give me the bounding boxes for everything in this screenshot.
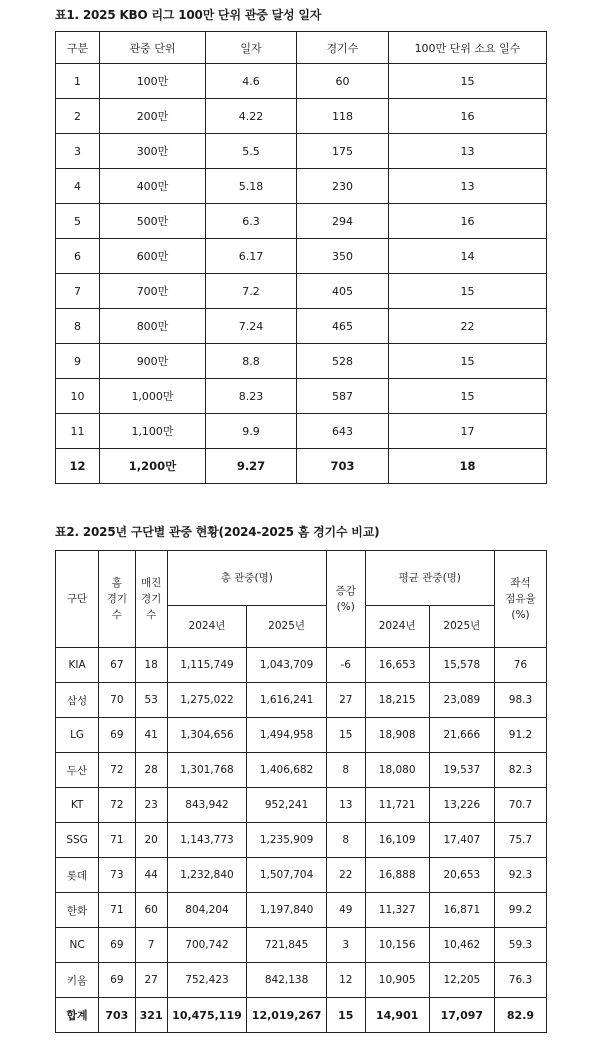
table-cell: 1,115,749 xyxy=(167,648,247,683)
table-cell: 400만 xyxy=(100,169,206,204)
table-cell: 44 xyxy=(135,858,167,893)
table-cell: 1 xyxy=(56,64,100,99)
col-header-division: 구분 xyxy=(56,32,100,64)
table-cell: 53 xyxy=(135,683,167,718)
table-row xyxy=(56,893,547,928)
table-cell: 700만 xyxy=(100,274,206,309)
table-cell: 삼성 xyxy=(56,683,99,718)
table-cell: 16,653 xyxy=(365,648,429,683)
table-cell: 5.18 xyxy=(206,169,297,204)
table-row xyxy=(56,788,547,823)
table-cell: NC xyxy=(56,928,99,963)
table-cell: 71 xyxy=(99,893,135,928)
table-cell: 600만 xyxy=(100,239,206,274)
table-row-total xyxy=(56,449,547,484)
table-cell: 60 xyxy=(135,893,167,928)
table-cell: 843,942 xyxy=(167,788,247,823)
table-cell: 12 xyxy=(326,963,365,998)
table-cell: 7.2 xyxy=(206,274,297,309)
table-cell: 15 xyxy=(326,998,365,1033)
col-header-total-2025: 2025년 xyxy=(247,606,327,648)
table-cell: 300만 xyxy=(100,134,206,169)
table-cell: 175 xyxy=(297,134,389,169)
col-header-occupancy xyxy=(494,551,546,648)
header-line: (%) xyxy=(336,601,355,613)
table-row xyxy=(56,928,547,963)
table-cell: LG xyxy=(56,718,99,753)
table-cell: 587 xyxy=(297,379,389,414)
table2-title: 표2. 2025년 구단별 관중 현황(2024-2025 홈 경기수 비교) xyxy=(55,525,380,539)
table-cell: 1,304,656 xyxy=(167,718,247,753)
table-cell: 752,423 xyxy=(167,963,247,998)
table-row xyxy=(56,64,547,99)
col-header-home-games xyxy=(99,551,135,648)
table-cell: 15,578 xyxy=(429,648,494,683)
table-cell: 한화 xyxy=(56,893,99,928)
table-cell: 294 xyxy=(297,204,389,239)
table-row xyxy=(56,379,547,414)
table-cell: 5 xyxy=(56,204,100,239)
table-cell: 6.3 xyxy=(206,204,297,239)
table-cell: 18 xyxy=(389,449,547,484)
col-header-date: 일자 xyxy=(206,32,297,64)
table-cell: SSG xyxy=(56,823,99,858)
table-cell: 13,226 xyxy=(429,788,494,823)
table2-header-row xyxy=(56,551,547,606)
table-cell: -6 xyxy=(326,648,365,683)
table-cell: 69 xyxy=(99,718,135,753)
table-cell: 8.23 xyxy=(206,379,297,414)
table-row xyxy=(56,648,547,683)
table-cell: 10,462 xyxy=(429,928,494,963)
table-cell: 703 xyxy=(99,998,135,1033)
table-row xyxy=(56,753,547,788)
table-cell: 71 xyxy=(99,823,135,858)
table-cell: 6.17 xyxy=(206,239,297,274)
table-cell: 67 xyxy=(99,648,135,683)
milestone-table xyxy=(55,31,547,484)
table-cell: 99.2 xyxy=(494,893,546,928)
table-cell: 70 xyxy=(99,683,135,718)
table-cell: 9.9 xyxy=(206,414,297,449)
table-row xyxy=(56,344,547,379)
table-cell: 13 xyxy=(389,134,547,169)
table-cell: 롯데 xyxy=(56,858,99,893)
table-cell: 7 xyxy=(135,928,167,963)
table-cell: 8.8 xyxy=(206,344,297,379)
table-cell: 73 xyxy=(99,858,135,893)
table-cell: 7 xyxy=(56,274,100,309)
header-line: 수 xyxy=(146,609,157,622)
header-line: 좌석 xyxy=(510,576,531,589)
table-cell: 76 xyxy=(494,648,546,683)
table-cell: 13 xyxy=(326,788,365,823)
table-cell: 1,301,768 xyxy=(167,753,247,788)
table-cell: 82.9 xyxy=(494,998,546,1033)
table-cell: 92.3 xyxy=(494,858,546,893)
table-cell: 10 xyxy=(56,379,100,414)
table-cell: 16,888 xyxy=(365,858,429,893)
table-cell: 1,043,709 xyxy=(247,648,327,683)
table-cell: 10,156 xyxy=(365,928,429,963)
table-cell: 10,905 xyxy=(365,963,429,998)
table-cell: 16 xyxy=(389,99,547,134)
table-cell: 100만 xyxy=(100,64,206,99)
table-cell: 11,721 xyxy=(365,788,429,823)
table-cell: 18,215 xyxy=(365,683,429,718)
col-header-total-2024: 2024년 xyxy=(167,606,247,648)
col-header-attendance-unit: 관중 단위 xyxy=(100,32,206,64)
table-cell: 18,080 xyxy=(365,753,429,788)
table-cell: 8 xyxy=(326,753,365,788)
header-line: (%) xyxy=(511,609,530,622)
table-cell: 16,109 xyxy=(365,823,429,858)
table-cell: 11 xyxy=(56,414,100,449)
table-cell: 14,901 xyxy=(365,998,429,1033)
table-cell: 70.7 xyxy=(494,788,546,823)
table-cell: 13 xyxy=(389,169,547,204)
table-cell: 12,019,267 xyxy=(247,998,327,1033)
table-cell: 59.3 xyxy=(494,928,546,963)
table-cell: 118 xyxy=(297,99,389,134)
table-cell: 27 xyxy=(135,963,167,998)
col-header-days-required: 100만 단위 소요 일수 xyxy=(389,32,547,64)
table-cell: 72 xyxy=(99,788,135,823)
table-row xyxy=(56,963,547,998)
table-cell: 1,197,840 xyxy=(247,893,327,928)
table-cell: 1,200만 xyxy=(100,449,206,484)
header-line: 수 xyxy=(111,609,122,622)
table-cell: 23,089 xyxy=(429,683,494,718)
table-cell: 4 xyxy=(56,169,100,204)
header-line: 매진 xyxy=(140,576,162,589)
col-header-team: 구단 xyxy=(56,551,99,648)
table-cell: 15 xyxy=(326,718,365,753)
table-cell: 17,097 xyxy=(429,998,494,1033)
header-line: 증감 xyxy=(335,584,356,597)
table-cell: 15 xyxy=(389,274,547,309)
table-cell: 17 xyxy=(389,414,547,449)
col-header-total-attendance: 총 관중(명) xyxy=(167,551,326,606)
table-row xyxy=(56,858,547,893)
table-cell: 703 xyxy=(297,449,389,484)
table-cell: 1,000만 xyxy=(100,379,206,414)
table-cell: 2 xyxy=(56,99,100,134)
table-cell: 두산 xyxy=(56,753,99,788)
table-cell: 41 xyxy=(135,718,167,753)
table-cell: 16 xyxy=(389,204,547,239)
table-cell: 17,407 xyxy=(429,823,494,858)
table-cell: 91.2 xyxy=(494,718,546,753)
header-line: 홈 xyxy=(111,576,122,589)
table-cell: 28 xyxy=(135,753,167,788)
table-cell: 500만 xyxy=(100,204,206,239)
table-cell: 20,653 xyxy=(429,858,494,893)
table-row xyxy=(56,718,547,753)
table-row xyxy=(56,683,547,718)
table-cell: 7.24 xyxy=(206,309,297,344)
table-row xyxy=(56,274,547,309)
table-row xyxy=(56,239,547,274)
table-cell: 1,507,704 xyxy=(247,858,327,893)
table-row xyxy=(56,309,547,344)
table-cell: 18,908 xyxy=(365,718,429,753)
table-cell: 69 xyxy=(99,963,135,998)
col-header-games: 경기수 xyxy=(297,32,389,64)
table-cell: 11,327 xyxy=(365,893,429,928)
table-row xyxy=(56,99,547,134)
table1-title: 표1. 2025 KBO 리그 100만 단위 관중 달성 일자 xyxy=(55,8,322,22)
table-cell: 842,138 xyxy=(247,963,327,998)
table-cell: 8 xyxy=(326,823,365,858)
table-cell: 98.3 xyxy=(494,683,546,718)
table-cell: 19,537 xyxy=(429,753,494,788)
table-cell: 49 xyxy=(326,893,365,928)
table-row-total xyxy=(56,998,547,1033)
table-cell: 900만 xyxy=(100,344,206,379)
col-header-avg-attendance: 평균 관중(명) xyxy=(365,551,494,606)
table-cell: 21,666 xyxy=(429,718,494,753)
table-cell: 75.7 xyxy=(494,823,546,858)
table-cell: 60 xyxy=(297,64,389,99)
table-cell: 1,100만 xyxy=(100,414,206,449)
table-cell: 321 xyxy=(135,998,167,1033)
table-cell: 1,235,909 xyxy=(247,823,327,858)
header-line: 경기 xyxy=(140,592,162,605)
table-row xyxy=(56,823,547,858)
table-cell: 23 xyxy=(135,788,167,823)
table-cell: 230 xyxy=(297,169,389,204)
table-cell: 12 xyxy=(56,449,100,484)
table-cell: 465 xyxy=(297,309,389,344)
table-row xyxy=(56,414,547,449)
table-cell: 15 xyxy=(389,64,547,99)
table-cell: 9 xyxy=(56,344,100,379)
table-cell: 82.3 xyxy=(494,753,546,788)
table-cell: 22 xyxy=(326,858,365,893)
table-cell: 721,845 xyxy=(247,928,327,963)
table-cell: 3 xyxy=(326,928,365,963)
table-cell: 22 xyxy=(389,309,547,344)
table-cell: 12,205 xyxy=(429,963,494,998)
table-cell: 18 xyxy=(135,648,167,683)
col-header-sellout-games xyxy=(135,551,167,648)
table-cell: 27 xyxy=(326,683,365,718)
table-cell: 1,616,241 xyxy=(247,683,327,718)
table-cell: 72 xyxy=(99,753,135,788)
table-cell: 6 xyxy=(56,239,100,274)
table-cell: KT xyxy=(56,788,99,823)
table-cell: 20 xyxy=(135,823,167,858)
table-cell: 합계 xyxy=(56,998,99,1033)
table-cell: 952,241 xyxy=(247,788,327,823)
table-cell: 9.27 xyxy=(206,449,297,484)
table-row xyxy=(56,169,547,204)
table-cell: 15 xyxy=(389,344,547,379)
table-cell: 1,494,958 xyxy=(247,718,327,753)
table-cell: 1,275,022 xyxy=(167,683,247,718)
table-cell: 643 xyxy=(297,414,389,449)
table-cell: 5.5 xyxy=(206,134,297,169)
col-header-change xyxy=(326,551,365,648)
table-cell: 4.6 xyxy=(206,64,297,99)
col-header-avg-2025: 2025년 xyxy=(429,606,494,648)
table-cell: 528 xyxy=(297,344,389,379)
table-cell: 804,204 xyxy=(167,893,247,928)
table-cell: 69 xyxy=(99,928,135,963)
table-cell: 76.3 xyxy=(494,963,546,998)
table-cell: 350 xyxy=(297,239,389,274)
table-cell: 1,232,840 xyxy=(167,858,247,893)
table-cell: 1,406,682 xyxy=(247,753,327,788)
table-cell: 16,871 xyxy=(429,893,494,928)
table-cell: 200만 xyxy=(100,99,206,134)
table-row xyxy=(56,134,547,169)
col-header-avg-2024: 2024년 xyxy=(365,606,429,648)
table-cell: 700,742 xyxy=(167,928,247,963)
table-cell: 1,143,773 xyxy=(167,823,247,858)
table-cell: 14 xyxy=(389,239,547,274)
header-line: 경기 xyxy=(106,592,128,605)
table-cell: 15 xyxy=(389,379,547,414)
table-cell: 3 xyxy=(56,134,100,169)
table-cell: 4.22 xyxy=(206,99,297,134)
table-cell: 405 xyxy=(297,274,389,309)
table-cell: KIA xyxy=(56,648,99,683)
table-cell: 800만 xyxy=(100,309,206,344)
table-cell: 8 xyxy=(56,309,100,344)
table-cell: 키움 xyxy=(56,963,99,998)
header-line: 점유율 xyxy=(505,592,536,605)
table-cell: 10,475,119 xyxy=(167,998,247,1033)
table1-header-row xyxy=(56,32,547,64)
team-attendance-table xyxy=(55,550,547,1033)
table-row xyxy=(56,204,547,239)
